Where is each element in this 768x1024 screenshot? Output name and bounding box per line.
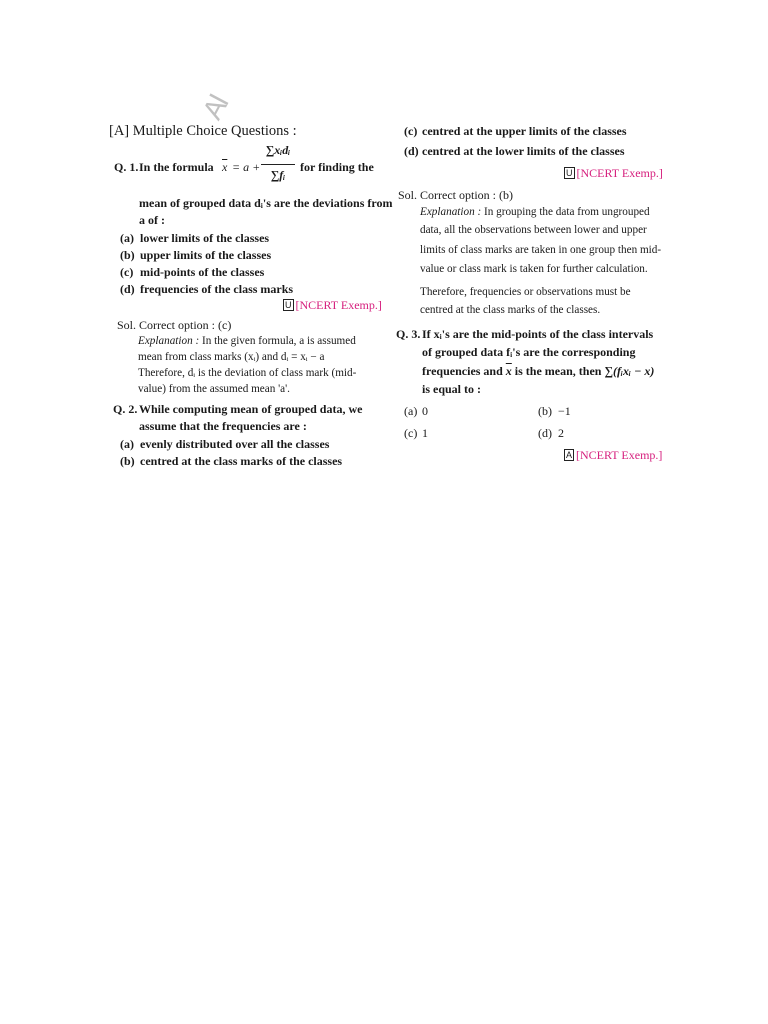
q2-line1: While computing mean of grouped data, we xyxy=(139,402,363,416)
q1-option-text: mid-points of the classes xyxy=(140,265,265,279)
q3-option-value: −1 xyxy=(558,404,571,418)
source-label: [NCERT Exemp.] xyxy=(295,298,382,312)
q1-line2: mean of grouped data dᵢ's are the deviations from xyxy=(139,196,393,210)
q2-option-text: evenly distributed over all the classes xyxy=(140,437,330,451)
q1-formula-lhs: $\overline{x}$ xyxy=(222,160,228,174)
q2-option-label: (a) xyxy=(120,437,134,451)
q2-option-text: centred at the lower limits of the classes xyxy=(422,144,625,158)
q1-text-post: for finding the xyxy=(300,160,374,174)
q1-number: Q. 1. xyxy=(114,160,139,174)
q2-number: Q. 2. xyxy=(113,402,138,416)
q2-explanation-line: limits of class marks are taken in one group then mid- xyxy=(420,244,662,256)
q1-option-text: frequencies of the class marks xyxy=(140,282,294,296)
q3-option-value: 1 xyxy=(422,426,428,440)
q1-source-tag xyxy=(283,298,382,313)
q3-option-value: 0 xyxy=(422,404,428,418)
q1-option-label: (d) xyxy=(120,282,135,296)
q1-option-label: (a) xyxy=(120,231,134,245)
q1-formula-fraction-bar xyxy=(261,164,295,165)
q2-therefore-line: centred at the class marks of the classes. xyxy=(420,304,601,316)
q1-text-pre: In the formula xyxy=(139,160,214,174)
q1-solution: Sol. Correct option : (c) xyxy=(117,318,232,332)
q1-explanation-line: value) from the assumed mean 'a'. xyxy=(138,383,290,395)
q3-source-tag xyxy=(564,448,662,463)
q1-explanation: Explanation : In the given formula, a is assumed xyxy=(138,335,356,347)
q1-option-text: lower limits of the classes xyxy=(140,231,270,245)
difficulty-badge: U xyxy=(285,300,292,310)
q2-explanation: Explanation : In grouping the data from ungrouped xyxy=(420,206,650,218)
q3-number: Q. 3. xyxy=(396,327,421,341)
q3-line4: is equal to : xyxy=(422,382,482,396)
q2-option-text: centred at the upper limits of the classes xyxy=(422,124,627,138)
source-label: [NCERT Exemp.] xyxy=(576,448,663,462)
q3-option-label: (c) xyxy=(404,426,418,440)
difficulty-badge: A xyxy=(566,450,573,460)
q1-option-text: upper limits of the classes xyxy=(140,248,272,262)
q1-option-label: (b) xyxy=(120,248,135,262)
q2-therefore-line: Therefore, frequencies or observations must be xyxy=(420,286,631,298)
difficulty-badge: U xyxy=(566,168,573,178)
q3-option-label: (a) xyxy=(404,404,418,418)
q2-solution: Sol. Correct option : (b) xyxy=(398,188,513,202)
q2-option-label: (c) xyxy=(404,124,418,138)
q1-explanation-line: mean from class marks (xᵢ) and dᵢ = xᵢ − a xyxy=(138,351,325,363)
q3-line1: If xᵢ's are the mid-points of the class intervals xyxy=(422,327,654,341)
section-title: [A] Multiple Choice Questions : xyxy=(109,123,297,139)
q1-formula-denominator: ∑fᵢ xyxy=(270,168,286,182)
q2-option-label: (b) xyxy=(120,454,135,468)
source-label: [NCERT Exemp.] xyxy=(576,166,663,180)
q1-formula-eq: = a + xyxy=(232,160,261,174)
q2-line2: assume that the frequencies are : xyxy=(139,419,307,433)
q3-option-value: 2 xyxy=(558,426,564,440)
watermark-logo: Al xyxy=(196,91,234,125)
q3-line2: of grouped data fᵢ's are the corresponding xyxy=(422,345,636,359)
q3-option-label: (b) xyxy=(538,404,552,418)
q2-option-label: (d) xyxy=(404,144,419,158)
q1-option-label: (c) xyxy=(120,265,134,279)
q3-line3: frequencies and $\overline{x}$ is the mean, then ∑(fᵢxᵢ − x) xyxy=(422,364,655,378)
q1-explanation-line: Therefore, dᵢ is the deviation of class mark (mid- xyxy=(138,367,357,379)
q2-explanation-line: value or class mark is taken for further calculation. xyxy=(420,263,648,275)
q2-explanation-line: data, all the observations between lower and upper xyxy=(420,224,647,236)
q1-formula-numerator: ∑xᵢdᵢ xyxy=(265,143,291,157)
q2-option-text: centred at the class marks of the classes xyxy=(140,454,343,468)
q2-source-tag xyxy=(564,166,663,181)
q3-option-label: (d) xyxy=(538,426,552,440)
q1-line3: a of : xyxy=(139,213,165,227)
